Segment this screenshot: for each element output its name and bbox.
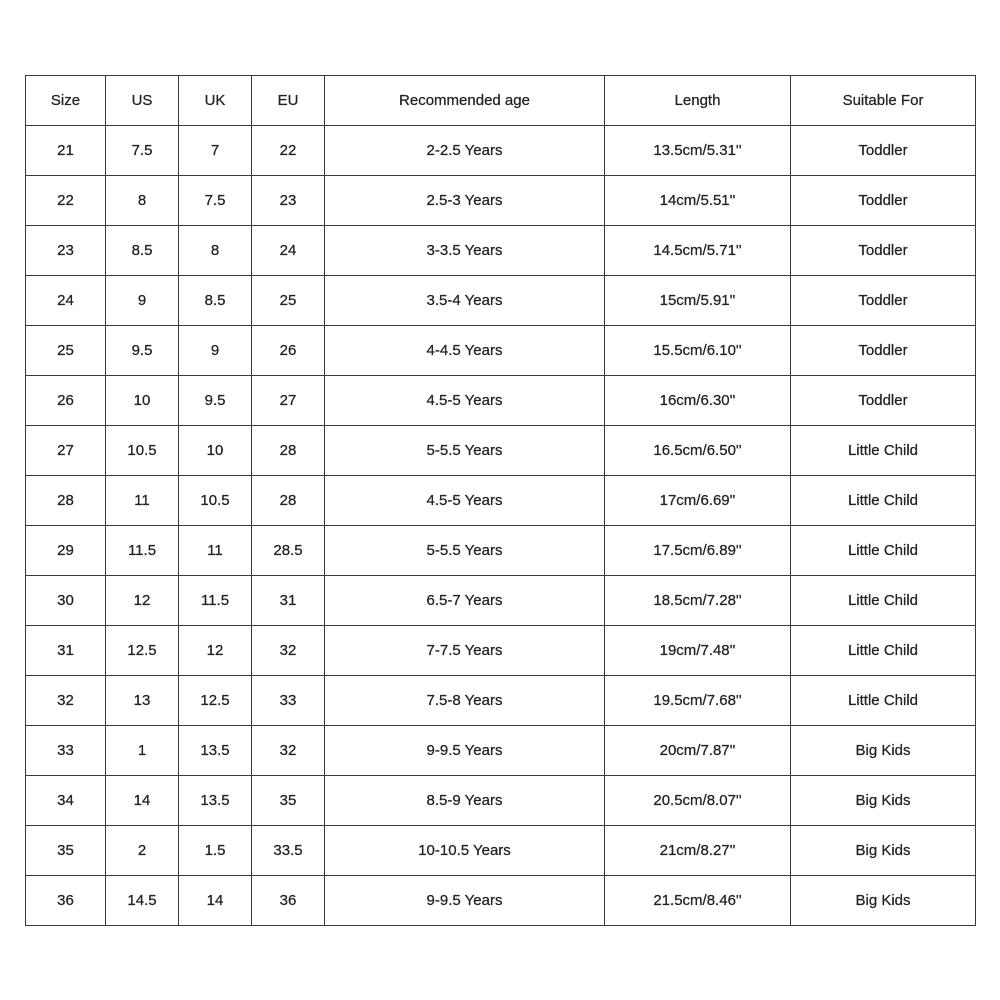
cell-size: 21 xyxy=(26,126,106,176)
cell-eu: 36 xyxy=(252,876,325,926)
header-suitable-for: Suitable For xyxy=(791,76,976,126)
cell-eu: 23 xyxy=(252,176,325,226)
cell-size: 27 xyxy=(26,426,106,476)
cell-recommended-age: 9-9.5 Years xyxy=(325,876,605,926)
cell-suitable-for: Little Child xyxy=(791,676,976,726)
cell-recommended-age: 2-2.5 Years xyxy=(325,126,605,176)
cell-eu: 22 xyxy=(252,126,325,176)
cell-recommended-age: 10-10.5 Years xyxy=(325,826,605,876)
cell-us: 14 xyxy=(106,776,179,826)
cell-length: 15cm/5.91'' xyxy=(605,276,791,326)
cell-uk: 7.5 xyxy=(179,176,252,226)
cell-uk: 14 xyxy=(179,876,252,926)
cell-length: 20cm/7.87'' xyxy=(605,726,791,776)
size-chart-table xyxy=(25,75,976,926)
cell-recommended-age: 7.5-8 Years xyxy=(325,676,605,726)
cell-size: 35 xyxy=(26,826,106,876)
cell-suitable-for: Toddler xyxy=(791,226,976,276)
cell-suitable-for: Toddler xyxy=(791,326,976,376)
cell-eu: 32 xyxy=(252,626,325,676)
cell-us: 12.5 xyxy=(106,626,179,676)
cell-eu: 33.5 xyxy=(252,826,325,876)
cell-eu: 25 xyxy=(252,276,325,326)
cell-size: 33 xyxy=(26,726,106,776)
cell-size: 29 xyxy=(26,526,106,576)
table-row xyxy=(26,476,976,526)
cell-us: 10.5 xyxy=(106,426,179,476)
cell-us: 14.5 xyxy=(106,876,179,926)
cell-suitable-for: Toddler xyxy=(791,276,976,326)
cell-size: 24 xyxy=(26,276,106,326)
cell-suitable-for: Toddler xyxy=(791,376,976,426)
cell-us: 8 xyxy=(106,176,179,226)
cell-uk: 8.5 xyxy=(179,276,252,326)
cell-length: 13.5cm/5.31'' xyxy=(605,126,791,176)
cell-length: 16.5cm/6.50'' xyxy=(605,426,791,476)
table-row xyxy=(26,576,976,626)
cell-length: 14.5cm/5.71'' xyxy=(605,226,791,276)
table-row xyxy=(26,726,976,776)
cell-eu: 24 xyxy=(252,226,325,276)
cell-recommended-age: 5-5.5 Years xyxy=(325,526,605,576)
cell-uk: 10.5 xyxy=(179,476,252,526)
cell-eu: 32 xyxy=(252,726,325,776)
table-row xyxy=(26,426,976,476)
cell-length: 18.5cm/7.28'' xyxy=(605,576,791,626)
cell-size: 32 xyxy=(26,676,106,726)
header-size: Size xyxy=(26,76,106,126)
table-row xyxy=(26,126,976,176)
cell-suitable-for: Little Child xyxy=(791,526,976,576)
cell-recommended-age: 4-4.5 Years xyxy=(325,326,605,376)
cell-suitable-for: Little Child xyxy=(791,626,976,676)
header-recommended-age: Recommended age xyxy=(325,76,605,126)
cell-eu: 28 xyxy=(252,476,325,526)
cell-eu: 28.5 xyxy=(252,526,325,576)
header-uk: UK xyxy=(179,76,252,126)
table-row xyxy=(26,326,976,376)
cell-recommended-age: 4.5-5 Years xyxy=(325,376,605,426)
cell-eu: 33 xyxy=(252,676,325,726)
cell-size: 26 xyxy=(26,376,106,426)
cell-length: 20.5cm/8.07'' xyxy=(605,776,791,826)
cell-uk: 9 xyxy=(179,326,252,376)
cell-suitable-for: Toddler xyxy=(791,176,976,226)
cell-suitable-for: Little Child xyxy=(791,426,976,476)
table-row xyxy=(26,526,976,576)
cell-recommended-age: 2.5-3 Years xyxy=(325,176,605,226)
table-row xyxy=(26,876,976,926)
cell-suitable-for: Big Kids xyxy=(791,726,976,776)
cell-us: 11.5 xyxy=(106,526,179,576)
cell-length: 16cm/6.30'' xyxy=(605,376,791,426)
cell-length: 21.5cm/8.46'' xyxy=(605,876,791,926)
cell-size: 31 xyxy=(26,626,106,676)
cell-us: 10 xyxy=(106,376,179,426)
cell-uk: 11 xyxy=(179,526,252,576)
cell-length: 19cm/7.48'' xyxy=(605,626,791,676)
cell-size: 36 xyxy=(26,876,106,926)
cell-uk: 13.5 xyxy=(179,726,252,776)
cell-uk: 13.5 xyxy=(179,776,252,826)
cell-recommended-age: 3.5-4 Years xyxy=(325,276,605,326)
cell-suitable-for: Big Kids xyxy=(791,826,976,876)
cell-eu: 35 xyxy=(252,776,325,826)
table-row xyxy=(26,826,976,876)
cell-us: 2 xyxy=(106,826,179,876)
cell-eu: 27 xyxy=(252,376,325,426)
cell-recommended-age: 5-5.5 Years xyxy=(325,426,605,476)
cell-us: 9 xyxy=(106,276,179,326)
cell-length: 14cm/5.51'' xyxy=(605,176,791,226)
cell-us: 1 xyxy=(106,726,179,776)
cell-recommended-age: 8.5-9 Years xyxy=(325,776,605,826)
cell-suitable-for: Toddler xyxy=(791,126,976,176)
cell-eu: 31 xyxy=(252,576,325,626)
cell-suitable-for: Big Kids xyxy=(791,776,976,826)
cell-uk: 7 xyxy=(179,126,252,176)
cell-suitable-for: Little Child xyxy=(791,476,976,526)
cell-recommended-age: 6.5-7 Years xyxy=(325,576,605,626)
cell-suitable-for: Little Child xyxy=(791,576,976,626)
table-row xyxy=(26,626,976,676)
cell-length: 21cm/8.27'' xyxy=(605,826,791,876)
cell-eu: 26 xyxy=(252,326,325,376)
cell-eu: 28 xyxy=(252,426,325,476)
cell-suitable-for: Big Kids xyxy=(791,876,976,926)
cell-uk: 11.5 xyxy=(179,576,252,626)
cell-length: 17.5cm/6.89'' xyxy=(605,526,791,576)
header-row xyxy=(26,76,976,126)
table-row xyxy=(26,276,976,326)
cell-recommended-age: 9-9.5 Years xyxy=(325,726,605,776)
table-row xyxy=(26,176,976,226)
header-length: Length xyxy=(605,76,791,126)
cell-uk: 12.5 xyxy=(179,676,252,726)
cell-us: 8.5 xyxy=(106,226,179,276)
cell-size: 30 xyxy=(26,576,106,626)
cell-uk: 12 xyxy=(179,626,252,676)
cell-length: 15.5cm/6.10'' xyxy=(605,326,791,376)
header-us: US xyxy=(106,76,179,126)
cell-length: 17cm/6.69'' xyxy=(605,476,791,526)
cell-uk: 10 xyxy=(179,426,252,476)
cell-us: 9.5 xyxy=(106,326,179,376)
table-row xyxy=(26,776,976,826)
cell-uk: 8 xyxy=(179,226,252,276)
cell-size: 34 xyxy=(26,776,106,826)
cell-uk: 9.5 xyxy=(179,376,252,426)
cell-recommended-age: 4.5-5 Years xyxy=(325,476,605,526)
cell-length: 19.5cm/7.68'' xyxy=(605,676,791,726)
cell-size: 22 xyxy=(26,176,106,226)
cell-us: 12 xyxy=(106,576,179,626)
header-eu: EU xyxy=(252,76,325,126)
cell-recommended-age: 3-3.5 Years xyxy=(325,226,605,276)
cell-uk: 1.5 xyxy=(179,826,252,876)
cell-size: 23 xyxy=(26,226,106,276)
cell-us: 7.5 xyxy=(106,126,179,176)
cell-size: 28 xyxy=(26,476,106,526)
cell-recommended-age: 7-7.5 Years xyxy=(325,626,605,676)
cell-size: 25 xyxy=(26,326,106,376)
cell-us: 11 xyxy=(106,476,179,526)
table-row xyxy=(26,376,976,426)
table-body xyxy=(26,126,976,926)
cell-us: 13 xyxy=(106,676,179,726)
table-row xyxy=(26,676,976,726)
table-row xyxy=(26,226,976,276)
